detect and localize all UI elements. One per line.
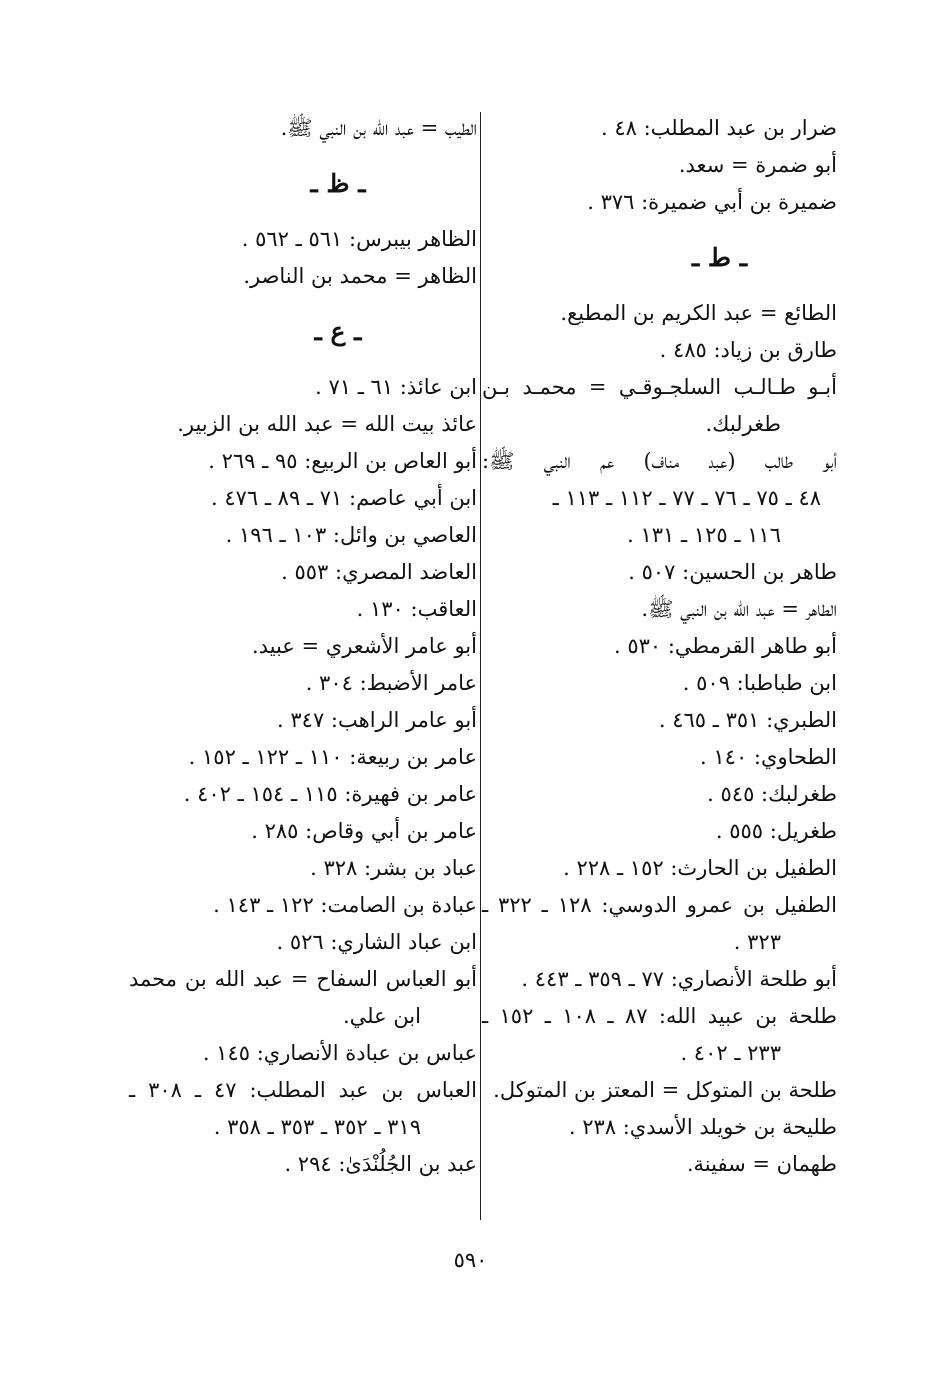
index-entry: العباس بن عبد المطلب: ٤٧ ـ ٣٠٨ ـ [129, 1078, 477, 1102]
index-entry: الطيب = عبد الله بن النبي ﷺ. [280, 116, 477, 140]
index-entry: عبد بن الجُلُنْدَىٰ: ٢٩٤ . [284, 1152, 477, 1176]
column-divider [480, 112, 481, 1220]
index-entry: أبو العباس السفاح = عبد الله بن محمد [129, 967, 477, 991]
index-entry: طغريل: ٥٥٥ . [715, 819, 837, 843]
index-entry: ضميرة بن أبي ضميرة: ٣٧٦ . [587, 190, 837, 214]
letter-header-za: ـ ظ ـ [310, 169, 366, 198]
index-entry-continuation: ٢٣٣ ـ ٤٠٢ . [680, 1041, 781, 1065]
index-entry: طارق بن زياد: ٤٨٥ . [659, 338, 837, 362]
index-entry: الطاهر = عبد الله بن النبي ﷺ. [641, 597, 837, 621]
index-column-right [482, 110, 837, 1183]
index-entry: ابن أبي عاصم: ٧١ ـ ٨٩ ـ ٤٧٦ . [210, 486, 477, 510]
index-entry-continuation: ٤٨ ـ ٧٥ ـ ٧٦ ـ ٧٧ ـ ١١٢ ـ ١١٣ ـ [552, 486, 821, 510]
index-entry: طهمان = سفينة. [686, 1152, 837, 1176]
index-entry: أبو عامر الراهب: ٣٤٧ . [277, 708, 477, 732]
index-entry: ابن طباطبا: ٥٠٩ . [682, 671, 837, 695]
index-entry: عامر الأضبط: ٣٠٤ . [305, 671, 477, 695]
index-entry: طليحة بن خويلد الأسدي: ٢٣٨ . [568, 1115, 837, 1139]
index-entry: العاقب: ١٣٠ . [356, 597, 477, 621]
index-entry-continuation: ٣٢٣ . [733, 930, 781, 954]
index-entry: الطبري: ٣٥١ ـ ٤٦٥ . [658, 708, 837, 732]
index-entry: عبادة بن الصامت: ١٢٢ ـ ١٤٣ . [213, 893, 477, 917]
letter-header-ayn: ـ ع ـ [314, 317, 362, 346]
index-entry: ابن عائذ: ٦١ ـ ٧١ . [315, 375, 477, 399]
index-entry: الظاهر = محمد بن الناصر. [243, 264, 477, 288]
index-entry: ضرار بن عبد المطلب: ٤٨ . [601, 116, 837, 140]
index-entry-continuation: ٣١٩ ـ ٣٥٢ ـ ٣٥٣ ـ ٣٥٨ . [213, 1115, 421, 1139]
index-entry: عائذ بيت الله = عبد الله بن الزبير. [177, 412, 477, 436]
index-entry: أبو ضمرة = سعد. [678, 153, 837, 177]
index-entry: الطحاوي: ١٤٠ . [700, 745, 837, 769]
index-entry: طلحة بن عبيد الله: ٨٧ ـ ١٠٨ ـ ١٥٢ ـ [482, 1004, 837, 1028]
letter-header-ta: ـ ط ـ [691, 243, 748, 272]
page-number: ٥٩٠ [453, 1248, 488, 1272]
index-entry: عامر بن أبي وقاص: ٢٨٥ . [251, 819, 477, 843]
index-entry: عامر بن ربيعة: ١١٠ ـ ١٢٢ ـ ١٥٢ . [188, 745, 477, 769]
index-entry: طغرلبك: ٥٤٥ . [707, 782, 837, 806]
index-entry: العاصي بن وائل: ١٠٣ ـ ١٩٦ . [225, 523, 477, 547]
index-entry: طاهر بن الحسين: ٥٠٧ . [628, 560, 837, 584]
index-column-left [129, 110, 477, 1183]
index-entry: أبو طلحة الأنصاري: ٧٧ ـ ٣٥٩ ـ ٤٤٣ . [521, 967, 837, 991]
index-entry: العاضد المصري: ٥٥٣ . [281, 560, 477, 584]
index-entry: الطائع = عبد الكريم بن المطيع. [560, 301, 837, 325]
index-entry: الطفيل بن عمرو الدوسي: ١٢٨ ـ ٣٢٢ ـ [482, 893, 838, 917]
index-entry-continuation: ١١٦ ـ ١٢٥ ـ ١٣١ . [627, 523, 781, 547]
index-entry: عباد بن بشر: ٣٢٨ . [310, 856, 477, 880]
index-entry-continuation: ابن علي. [342, 1004, 421, 1028]
index-entry: الطفيل بن الحارث: ١٥٢ ـ ٢٢٨ . [563, 856, 837, 880]
index-entry: ابن عباد الشاري: ٥٢٦ . [276, 930, 477, 954]
index-entry: الظاهر بيبرس: ٥٦١ ـ ٥٦٢ . [241, 227, 477, 251]
index-entry: أبو عامر الأشعري = عبيد. [251, 634, 477, 658]
index-entry: عامر بن فهيرة: ١١٥ ـ ١٥٤ ـ ٤٠٢ . [183, 782, 477, 806]
index-entry: عباس بن عبادة الأنصاري: ١٤٥ . [202, 1041, 477, 1065]
index-entry: أبو طالب (عبد مناف) عم النبي ﷺ: [482, 449, 837, 473]
index-entry: طلحة بن المتوكل = المعتز بن المتوكل. [493, 1078, 837, 1102]
index-entry: أبـو طـالـب السلجـوقـي = محمـد بـن [482, 375, 837, 399]
index-entry: أبو طاهر القرمطي: ٥٣٠ . [613, 634, 837, 658]
index-entry-continuation: طغرلبك. [705, 412, 781, 436]
index-entry: أبو العاص بن الربيع: ٩٥ ـ ٢٦٩ . [208, 449, 477, 473]
